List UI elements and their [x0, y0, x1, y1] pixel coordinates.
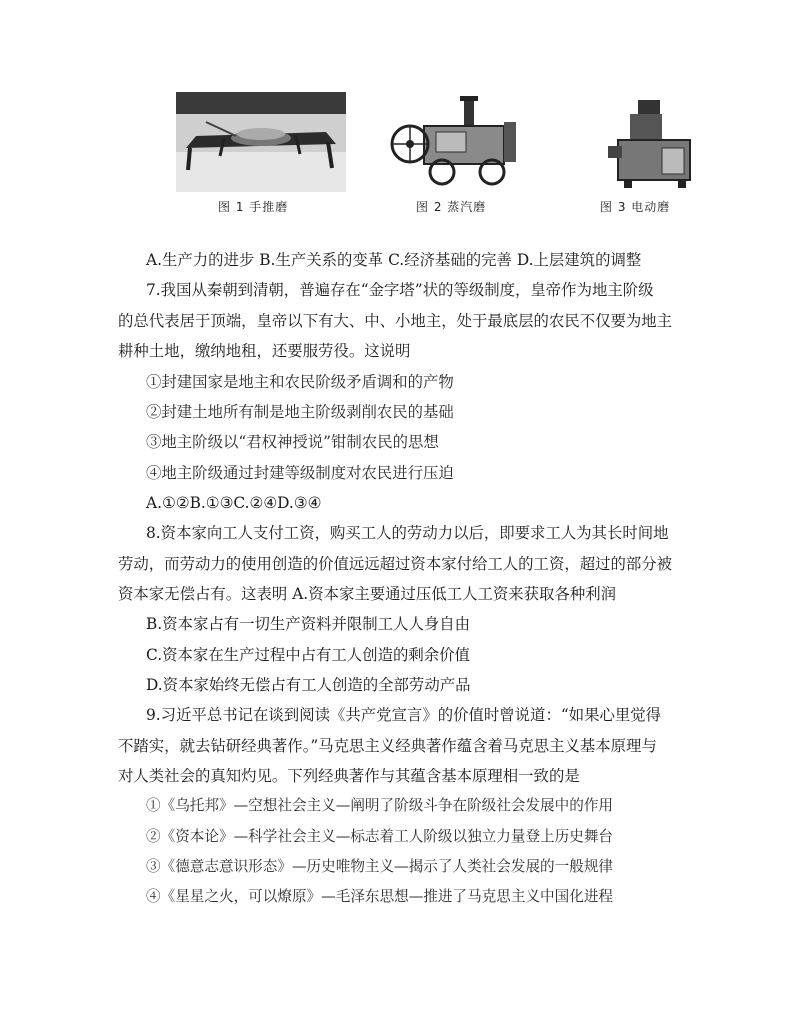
q7-stem-line: 的总代表居于顶端，皇帝以下有大、中、小地主，处于最底层的农民不仅要为地主	[118, 312, 673, 330]
q7-item: ②封建土地所有制是地主阶级剥削农民的基础	[146, 403, 454, 421]
q6-options: A.生产力的进步 B.生产关系的变革 C.经济基础的完善 D.上层建筑的调整	[146, 251, 642, 269]
q7-item: ①封建国家是地主和农民阶级矛盾调和的产物	[146, 373, 454, 391]
q7-options: A.①②B.①③C.②④D.③④	[146, 494, 322, 512]
q9-stem-line: 不踏实，就去钻研经典著作。”马克思主义经典著作蕴含着马克思主义基本原理与	[118, 737, 657, 755]
q7-stem-line: 耕种土地，缴纳地租，还要服劳役。这说明	[118, 342, 411, 360]
figure-caption: 图 3 电动磨	[600, 200, 671, 214]
q9-stem-line: 9.习近平总书记在谈到阅读《共产党宣言》的价值时曾说道：“如果心里觉得	[146, 706, 662, 724]
q8-option: D.资本家始终无偿占有工人创造的全部劳动产品	[146, 676, 471, 694]
q7-item: ④地主阶级通过封建等级制度对农民进行压迫	[146, 464, 454, 482]
q8-stem-line: 8.资本家向工人支付工资，购买工人的劳动力以后，即要求工人为其长时间地	[146, 524, 669, 542]
figure-3	[600, 92, 716, 216]
steam-mill-photo	[384, 92, 524, 192]
q7-stem-line: 7.我国从秦朝到清朝，普遍存在“金字塔”状的等级制度，皇帝作为地主阶级	[146, 281, 654, 299]
q9-stem-line: 对人类社会的真知灼见。下列经典著作与其蕴含基本原理相一致的是	[118, 767, 580, 785]
q8-option: B.资本家占有一切生产资料并限制工人人身自由	[146, 615, 471, 633]
q9-item: ④《星星之火，可以燎原》—毛泽东思想—推进了马克思主义中国化进程	[146, 888, 614, 905]
figure-2	[384, 92, 524, 216]
q8-stem-line: 资本家无偿占有。这表明 A.资本家主要通过压低工人工资来获取各种利润	[118, 585, 617, 603]
figure-caption: 图 1 手推磨	[218, 200, 289, 214]
q8-option: C.资本家在生产过程中占有工人创造的剩余价值	[146, 646, 470, 664]
figure-caption: 图 2 蒸汽磨	[416, 200, 487, 214]
figure-strip	[150, 92, 716, 216]
q7-item: ③地主阶级以“君权神授说”钳制农民的思想	[146, 433, 439, 451]
q8-stem-line: 劳动，而劳动力的使用创造的价值远远超过资本家付给工人的工资，超过的部分被	[118, 555, 673, 573]
q9-item: ②《资本论》—科学社会主义—标志着工人阶级以独立力量登上历史舞台	[146, 828, 614, 845]
figure-1	[176, 92, 346, 216]
electric-mill-photo	[600, 92, 700, 192]
q9-item: ①《乌托邦》—空想社会主义—阐明了阶级斗争在阶级社会发展中的作用	[146, 797, 614, 814]
hand-mill-photo	[176, 92, 346, 192]
q9-item: ③《德意志意识形态》—历史唯物主义—揭示了人类社会发展的一般规律	[146, 858, 614, 875]
